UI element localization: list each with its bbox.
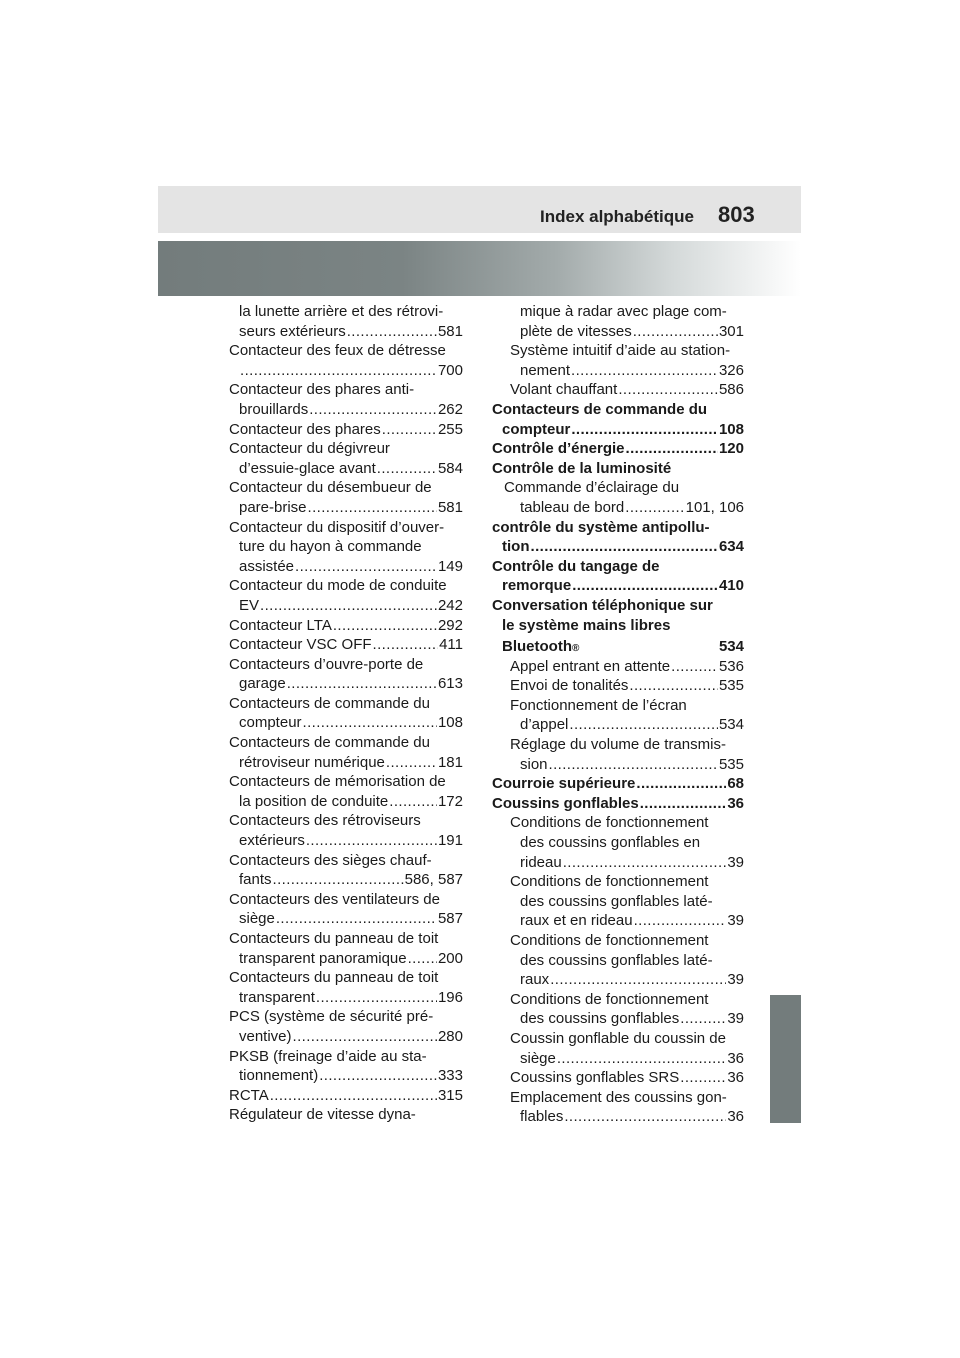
index-entry [229,1007,463,1046]
entry-page: 242 [437,596,463,614]
entry-page: 326 [718,361,744,379]
entry-text: Conditions de fonctionnement [510,932,709,949]
index-entry [492,931,744,990]
entry-text: nement [520,361,571,379]
index-entry [492,735,744,774]
entry-text: pare-brise [239,498,307,516]
entry-text: RCTA [229,1086,269,1104]
entry-text: Contacteurs des ventilateurs de [229,890,440,908]
entry-text: Contacteurs du panneau de toit [229,969,439,987]
entry-page: 181 [437,753,463,771]
entry-page: 39 [727,1010,744,1028]
entry-text: Conditions de fonctionnement [510,873,709,891]
entry-page: 634 [718,538,744,556]
entry-page: 108 [718,420,744,438]
entry-text: flables [520,1108,564,1126]
entry-text: brouillards [239,400,309,418]
entry-page: 586 [718,381,744,399]
index-entry [492,696,744,735]
entry-text: Régulateur de vitesse dyna- [229,1106,416,1124]
entry-text: Envoi de tonalités [510,677,629,695]
entry-text: Contrôle d’énergie [492,440,625,458]
index-entry [229,380,463,419]
entry-text: le système mains libres [502,616,671,634]
entry-page: 584 [437,459,463,477]
entry-text: Coussins gonflables SRS [510,1069,680,1087]
entry-text: d’appel [520,716,569,734]
entry-page: 280 [437,1027,463,1045]
entry-page: 36 [727,1069,744,1087]
entry-text: Contacteurs de mémorisation de [229,773,446,791]
entry-text: Commande d’éclairage du [504,479,680,497]
entry-page: 39 [727,853,744,871]
entry-page: 39 [727,912,744,930]
index-entry [229,635,463,655]
entry-page: 535 [718,677,744,695]
index-entry [229,811,463,850]
entry-text: Contacteur du désembueur de [229,479,432,497]
entry-text: Emplacement des coussins gon- [510,1088,727,1106]
entry-text: assistée [239,557,295,575]
entry-text: Réglage du volume de transmis- [510,736,726,754]
index-entry [229,694,463,733]
index-entry [492,1088,744,1127]
entry-text: Contacteurs d’ouvre-porte de [229,655,424,673]
index-entry [229,341,463,380]
entry-text: ture du hayon à commande [239,538,422,556]
entry-page: 581 [437,498,463,516]
entry-text: mique à radar avec plage com- [520,303,727,320]
entry-text: Contacteurs des rétroviseurs [229,812,421,830]
entry-text: Coussins gonflables [492,794,639,812]
entry-page: 333 [437,1067,463,1085]
index-entry [492,380,744,400]
entry-text: compteur [239,714,302,732]
index-entry [492,302,744,341]
entry-page: 587 [437,910,463,928]
entry-text: Système intuitif d’aide au station- [510,342,731,360]
index-entry [229,890,463,929]
entry-page: 535 [718,755,744,773]
index-entry [229,302,463,341]
index-entry [229,616,463,636]
index-entry [229,420,463,440]
entry-text: Contacteur du mode de conduite [229,577,447,595]
entry-text: fants [239,871,272,889]
index-entry [229,439,463,478]
index-entry [229,655,463,694]
index-entry [229,929,463,968]
thumb-index-tab [770,995,801,1123]
index-entry [229,851,463,890]
index-entry [229,518,463,577]
index-entry [492,557,744,596]
index-entry [492,439,744,459]
index-entry [229,576,463,615]
entry-text: Contacteur VSC OFF [229,636,372,654]
entry-text: tionnement) [239,1067,319,1085]
entry-page: 613 [437,675,463,693]
entry-page: 36 [727,1049,744,1067]
entry-text: ventive) [239,1027,292,1045]
index-entry [492,1068,744,1088]
entry-page: 68 [727,775,744,793]
entry-text: Contrôle de la luminosité [492,459,672,477]
index-entry [492,794,744,814]
entry-text: Contacteur du dispositif d’ouver- [229,518,445,536]
entry-text: Contacteurs des sièges chauf- [229,851,432,869]
index-entry [229,478,463,517]
entry-page: 262 [437,400,463,418]
entry-page: 411 [439,636,463,654]
entry-text: tableau de bord [520,498,625,516]
entry-page: 196 [437,988,463,1006]
page-number: 803 [718,202,755,227]
index-entry [492,341,744,380]
entry-page: 36 [727,1108,744,1126]
index-entry: Conversation téléphonique sur le système mains libres Bluetooth ® 534 [492,596,744,656]
entry-page: 120 [718,440,744,458]
index-entry [492,676,744,696]
entry-page: 149 [437,557,463,575]
entry-text: rétroviseur numérique [239,753,385,771]
entry-text: Courroie supérieure [492,775,636,793]
index-entry [492,990,744,1029]
entry-text: Contacteur du dégivreur [229,440,390,458]
index-entry [229,968,463,1007]
entry-text: la lunette arrière et des rétrovi- [239,303,444,320]
entry-text: tion [502,538,530,556]
entry-text: la position de conduite [239,792,389,810]
entry-page: 301 [718,322,744,340]
entry-text: des coussins gonflables laté- [520,892,713,910]
entry-text: compteur [502,420,571,438]
entry-text: sion [520,755,548,773]
entry-page: 581 [437,322,463,340]
index-entry [492,813,744,872]
entry-text: remorque [502,577,572,595]
entry-page: 534 [718,638,744,656]
entry-text: Contrôle du tangage de [492,557,660,575]
index-entry [229,733,463,772]
index-entry [229,772,463,811]
entry-text: transparent panoramique [239,949,407,967]
entry-text: siège [520,1049,556,1067]
entry-text: des coussins gonflables [520,1010,680,1028]
entry-text: Contacteurs de commande du [229,694,430,712]
entry-text: Fonctionnement de l’écran [510,696,687,714]
entry-page: 172 [437,792,463,810]
entry-text: garage [239,675,286,693]
entry-text: raux [520,971,550,989]
section-title: Index alphabétique [540,207,694,226]
right-index-column [492,302,744,1127]
index-entry [229,1105,463,1125]
index-entry [229,1086,463,1106]
entry-text: des coussins gonflables en [520,834,701,852]
entry-page: 586, 587 [404,871,463,889]
entry-text: Contacteurs de commande du [492,400,708,418]
entry-text: PKSB (freinage d’aide au sta- [229,1047,427,1065]
entry-page: 534 [718,716,744,734]
index-entry [492,400,744,439]
entry-text: Volant chauffant [510,381,618,399]
entry-text: Coussin gonflable du coussin de [510,1029,726,1047]
entry-text: Contacteur LTA [229,616,332,634]
entry-text: PCS (système de sécurité pré- [229,1008,434,1026]
entry-page: 292 [437,616,463,634]
chapter-band [158,241,801,296]
entry-text: rideau [520,853,562,871]
index-entry [492,774,744,794]
entry-text: transparent [239,988,315,1006]
entry-text: raux et en rideau [520,912,633,930]
entry-text: extérieurs [239,832,305,850]
index-entry [492,478,744,517]
entry-text: seurs extérieurs [239,322,346,340]
entry-page: 39 [727,971,744,989]
entry-page: 36 [727,794,744,812]
entry-text: Bluetooth [502,638,572,656]
entry-text: Appel entrant en attente [510,657,671,675]
entry-page: 255 [437,420,463,438]
index-entry [492,872,744,931]
entry-text: siège [239,910,275,928]
entry-page: 200 [437,949,463,967]
entry-text: Conditions de fonctionnement [510,990,709,1008]
entry-page: 101, 106 [685,498,744,516]
left-index-column [229,302,463,1125]
entry-text: contrôle du système antipollu- [492,518,710,536]
entry-text: Conversation téléphonique sur [492,596,713,614]
entry-text: plète de vitesses [520,322,632,340]
entry-text: Contacteurs de commande du [229,734,430,752]
entry-text: EV [239,596,260,614]
entry-page: 191 [437,832,463,850]
entry-text: Contacteur des phares [229,420,381,438]
entry-text: Contacteur des phares anti- [229,381,415,399]
index-entry [492,518,744,557]
entry-page: 536 [718,657,744,675]
entry-text: des coussins gonflables laté- [520,951,713,969]
entry-page: 108 [437,714,463,732]
index-entry [492,1029,744,1068]
index-entry [229,1047,463,1086]
entry-page: 410 [718,577,744,595]
header-bar [158,186,801,233]
entry-text: Conditions de fonctionnement [510,814,709,832]
index-entry [492,459,744,479]
entry-text: Contacteurs du panneau de toit [229,930,439,947]
entry-page: 315 [437,1086,463,1104]
index-entry [492,657,744,677]
entry-text: d’essuie-glace avant [239,459,376,477]
entry-text: Contacteur des feux de détresse [229,342,446,360]
entry-page: 700 [437,361,463,379]
